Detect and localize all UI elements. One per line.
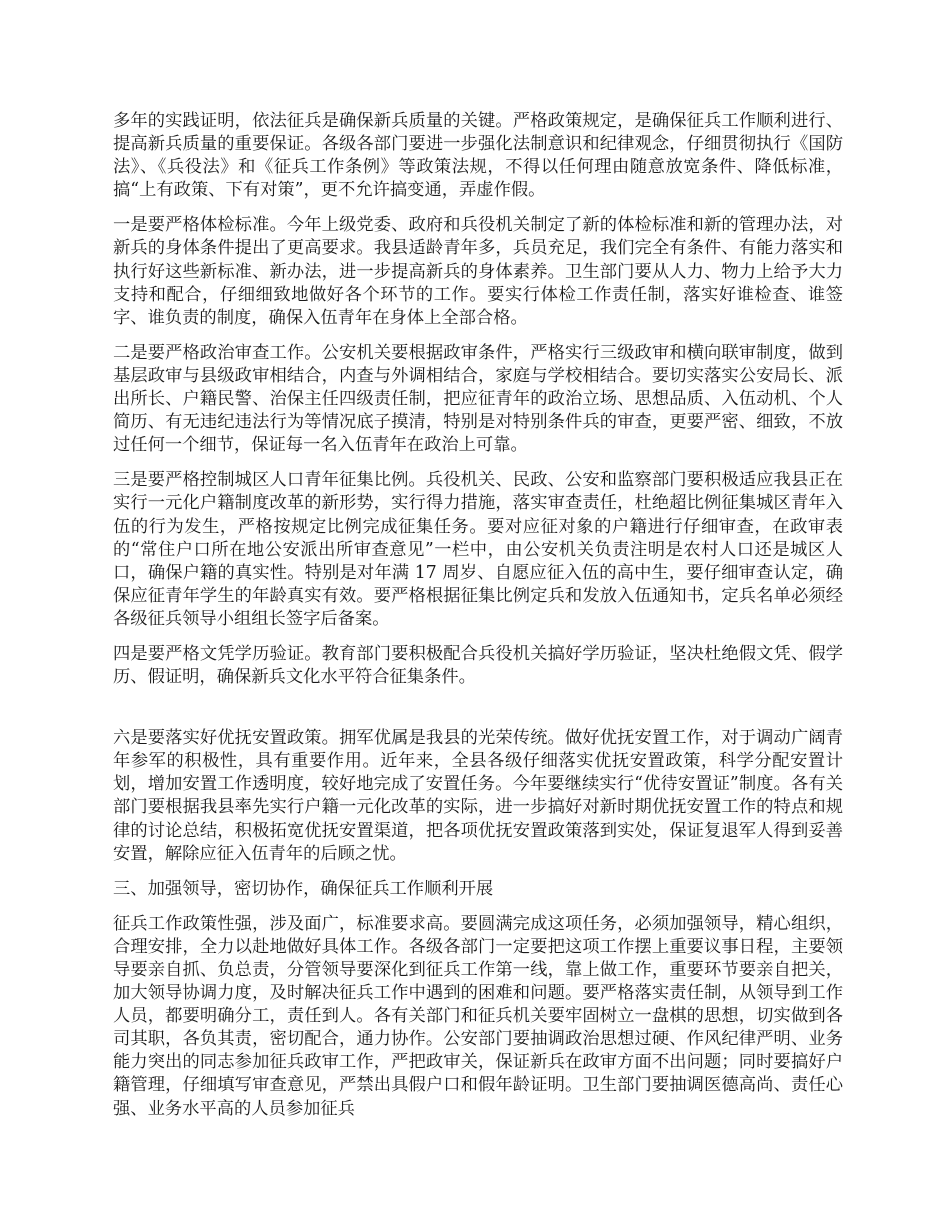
paragraph-political-review: 二是要严格政治审查工作。公安机关要根据政审条件，严格实行三级政审和横向联审制度，做到基层政审与县级政审相结合，内查与外调相结合，家庭与学校相结合。要切实落实公安局长、派出所长、户籍民警、治保主任四级责任制，把应征青年的政治立场、思想品质、入伍动机、个人简历、有无违纪违法行为等情况底子摸清，特别是对特别条件兵的审查，更要严密、细致，不放过任何一个细节，保证每一名入伍青年在政治上可靠。 — [113, 342, 843, 456]
paragraph-diploma-check: 四是要严格文凭学历验证。教育部门要积极配合兵役机关搞好学历验证，坚决杜绝假文凭、假学历、假证明，确保新兵文化水平符合征集条件。 — [113, 643, 843, 688]
section-heading: 三、加强领导，密切协作，确保征兵工作顺利开展 — [113, 878, 494, 899]
document-body — [113, 110, 843, 1133]
paragraph-urban-ratio: 三是要严格控制城区人口青年征集比例。兵役机关、民政、公安和监察部门要积极适应我县正在实行一元化户籍制度改革的新形势，实行得力措施，落实审查责任，杜绝超比例征集城区青年入伍的行为发生，严格按规定比例完成征集任务。要对应征对象的户籍进行仔细审查，在政审表的“常住户口所在地公安派出所审查意见”一栏中，由公安机关负责注明是农村人口还是城区人口，确保户籍的真实性。特别是对年满 17 周岁、自愿应征入伍的高中生，要仔细审查认定，确保应征青年学生的年龄真实有效。要严格根据征集比例定兵和发放入伍通知书，定兵名单必须经各级征兵领导小组组长签字后备案。 — [113, 470, 843, 629]
paragraph-resettlement: 六是要落实好优抚安置政策。拥军优属是我县的光荣传统。做好优抚安置工作，对于调动广阔青年参军的积极性，具有重要作用。近年来，全县各级仔细落实优抚安置政策，科学分配安置计划，增加安置工作透明度，较好地完成了安置任务。今年要继续实行“优待安置证”制度。各有关部门要根据我县率先实行户籍一元化改革的实际，进一步搞好对新时期优抚安置工作的特点和规律的讨论总结，积极拓宽优抚安置渠道，把各项优抚安置政策落到实处，保证复退军人得到妥善安置，解除应征入伍青年的后顾之忧。 — [113, 728, 843, 864]
paragraph-intro: 多年的实践证明，依法征兵是确保新兵质量的关键。严格政策规定，是确保征兵工作顺利进行、提高新兵质量的重要保证。各级各部门要进一步强化法制意识和纪律观念，仔细贯彻执行《国防法》、《兵役法》和《征兵工作条例》等政策法规，不得以任何理由随意放宽条件、降低标准，搞“上有政策、下有对策”，更不允许搞变通，弄虚作假。 — [113, 111, 843, 201]
paragraph-leadership: 征兵工作政策性强，涉及面广，标准要求高。要圆满完成这项任务，必须加强领导，精心组织，合理安排，全力以赴地做好具体工作。各级各部门一定要把这项工作摆上重要议事日程，主要领导要亲自抓、负总责，分管领导要深化到征兵工作第一线，靠上做工作，重要环节要亲自把关，加大领导协调力度，及时解决征兵工作中遇到的困难和问题。要严格落实责任制，从领导到工作人员，都要明确分工，责任到人。各有关部门和征兵机关要牢固树立一盘棋的思想，切实做到各司其职，各负其责，密切配合，通力协作。公安部门要抽调政治思想过硬、作风纪律严明、业务能力突出的同志参加征兵政审工作，严把政审关，保证新兵在政审方面不出问题；同时要搞好户籍管理，仔细填写审查意见，严禁出具假户口和假年龄证明。卫生部门要抽调医德高尚、责任心强、业务水平高的人员参加征兵 — [113, 913, 843, 1119]
paragraph-physical-exam: 一是要严格体检标准。今年上级党委、政府和兵役机关制定了新的体检标准和新的管理办法，对新兵的身体条件提出了更高要求。我县适龄青年多，兵员充足，我们完全有条件、有能力落实和执行好这些新标准、新办法，进一步提高新兵的身体素养。卫生部门要从人力、物力上给予大力支持和配合，仔细细致地做好各个环节的工作。要实行体检工作责任制，落实好谁检查、谁签字、谁负责的制度，确保入伍青年在身体上全部合格。 — [113, 215, 843, 328]
